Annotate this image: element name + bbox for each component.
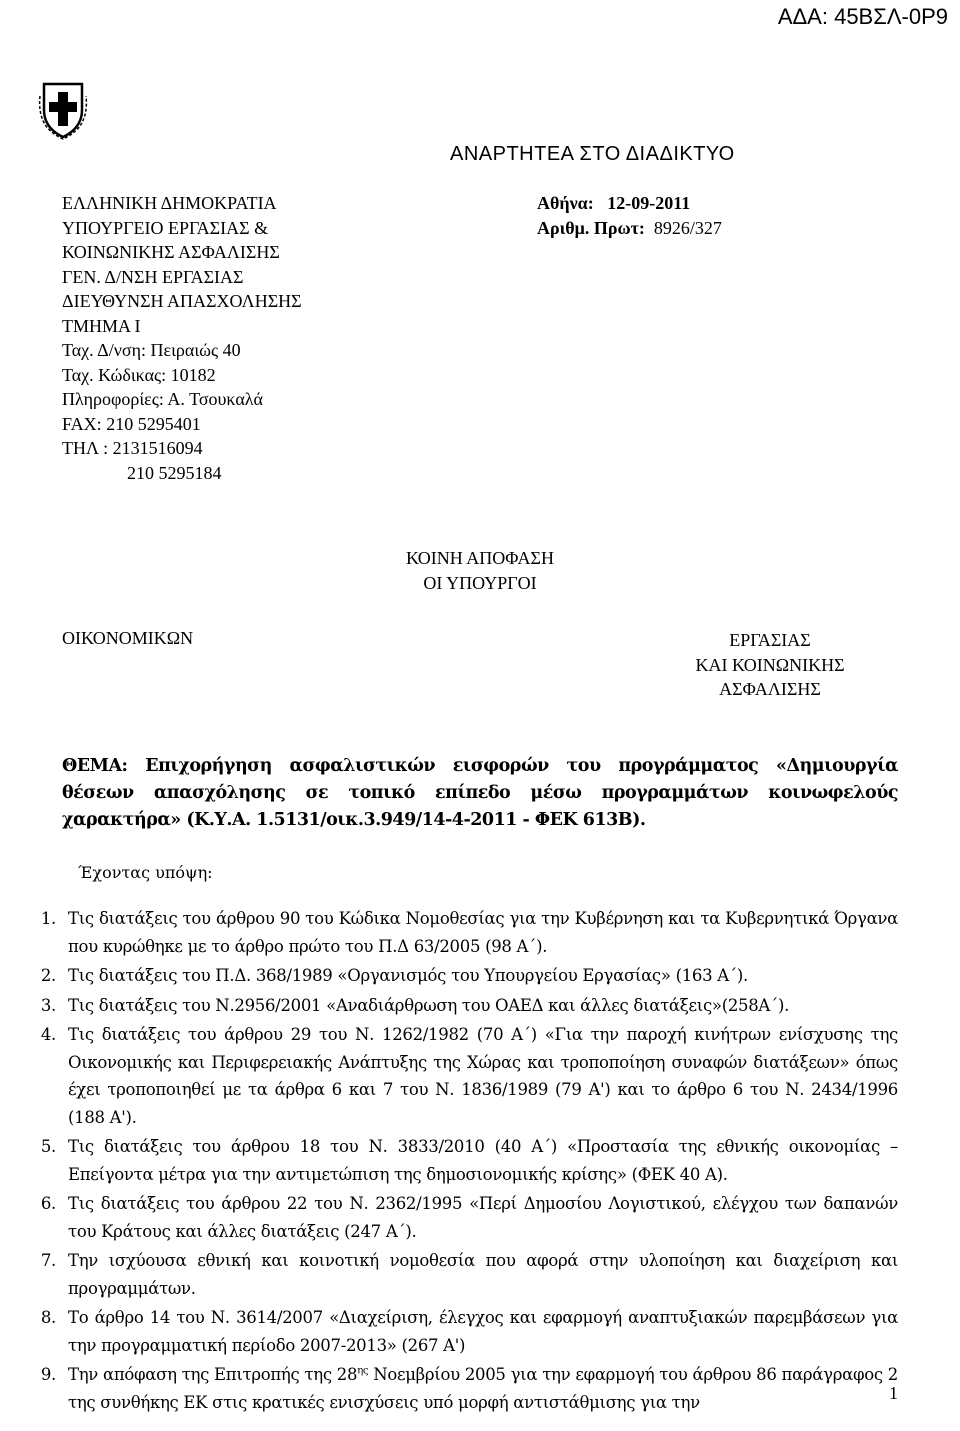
postal-code-line: Ταχ. Κώδικας: 10182	[62, 364, 216, 385]
list-item: 1. Τις διατάξεις του άρθρου 90 του Κώδικα Νομοθεσίας για την Κυβέρνηση και τα Κυβερνητικά Όργανα που κυρώθηκε με το άρθρο πρώτο του Π.Δ 63/2005 (98 Α΄).	[40, 909, 898, 956]
protocol-number-line: Αριθμ. Πρωτ: 8926/327	[537, 217, 722, 238]
ada-code: ΑΔΑ: 45ΒΣΛ-0Ρ9	[777, 4, 948, 29]
subject-label: ΘΕΜΑ:	[62, 756, 128, 776]
considering-list	[30, 905, 898, 1418]
sender-line: ΚΟΙΝΩΝΙΚΗΣ ΑΣΦΑΛΙΣΗΣ	[62, 242, 280, 262]
sender-line: ΓΕΝ. Δ/ΝΣΗ ΕΡΓΑΣΙΑΣ	[62, 266, 244, 287]
ministry-labour-line: ΚΑΙ ΚΟΙΝΩΝΙΚΗΣ	[695, 654, 845, 675]
list-item: 8. Το άρθρο 14 του Ν. 3614/2007 «Διαχείριση, έλεγχος και εφαρμογή αναπτυξιακών παρεμβάσεων για την προγραμματική περίοδο 2007-2013» (267 Α')	[40, 1308, 898, 1355]
greek-coat-of-arms-emblem	[38, 80, 88, 140]
posted-online-notice: ΑΝΑΡΤΗΤΕΑ ΣΤΟ ΔΙΑΔΙΚΤΥΟ	[450, 143, 735, 165]
ministry-labour-line: ΑΣΦΑΛΙΣΗΣ	[719, 679, 821, 699]
list-item: 4. Τις διατάξεις του άρθρου 29 του Ν. 1262/1982 (70 Α΄) «Για την παροχή κινήτρων ενίσχυσης της Οικονομικής και Περιφερειακής Ανάπτυξης της Χώρας και τροποποίηση συναφών διατάξεων» όπως έχει τροποποιηθεί με τα άρθρα 6 και 7 του Ν. 1836/1989 (79 Α') και το άρθρο 6 του Ν. 2434/1996 (188 Α').	[40, 1025, 898, 1127]
considering-heading: Έχοντας υπόψη:	[78, 863, 213, 882]
list-item: 7. Την ισχύουσα εθνική και κοινοτική νομοθεσία που αφορά στην υλοποίηση και διαχείριση και προγραμμάτων.	[40, 1251, 898, 1298]
list-item: 5. Τις διατάξεις του άρθρου 18 του Ν. 3833/2010 (40 Α΄) «Προστασία της εθνικής οικονομίας – Επείγοντα μέτρα για την αντιμετώπιση της δημοσιονομικής κρίσης» (ΦΕΚ 40 Α).	[40, 1137, 898, 1184]
fax-line: FAX: 210 5295401	[62, 413, 201, 434]
list-item: 2. Τις διατάξεις του Π.Δ. 368/1989 «Οργανισμός του Υπουργείου Εργασίας» (163 Α΄).	[40, 966, 748, 985]
ministry-labour-line: ΕΡΓΑΣΙΑΣ	[729, 630, 811, 650]
sender-block	[62, 191, 302, 485]
sender-line: ΤΜΗΜΑ Ι	[62, 315, 141, 336]
list-item: 6. Τις διατάξεις του άρθρου 22 του Ν. 2362/1995 «Περί Δημοσίου Λογιστικού, ελέγχου των δαπανών του Κράτους και άλλες διατάξεις (247 Α΄).	[40, 1194, 898, 1241]
decision-title: ΚΟΙΝΗ ΑΠΟΦΑΣΗ	[405, 548, 555, 568]
sender-line: ΔΙΕΥΘΥΝΣΗ ΑΠΑΣΧΟΛΗΣΗΣ	[62, 291, 302, 311]
date-line: Αθήνα: 12-09-2011	[537, 193, 691, 213]
ministry-labour	[660, 628, 880, 702]
ministry-finance: ΟΙΚΟΝΟΜΙΚΩΝ	[62, 628, 194, 648]
list-item: 3. Τις διατάξεις του Ν.2956/2001 «Αναδιάρθρωση του ΟΑΕΔ και άλλες διατάξεις»(258Α΄).	[40, 995, 790, 1015]
phone-line: ΤΗΛ : 2131516094	[62, 438, 203, 458]
sender-line: ΥΠΟΥΡΓΕΙΟ ΕΡΓΑΣΙΑΣ &	[62, 217, 269, 238]
list-item: 9. Την απόφαση της Επιτροπής της $28^{\eta\varsigma}$ Νοεμβρίου 2005 για την εφαρμογή του άρθρου 86 παράγραφος 2 της συνθήκης ΕΚ στις κρατικές ενισχύσεις υπό μορφή αντιστάθμισης για την	[40, 1365, 898, 1412]
address-line: Ταχ. Δ/νση: Πειραιώς 40	[62, 340, 241, 360]
info-contact-line: Πληροφορίες: Α. Τσουκαλά	[62, 389, 263, 409]
subject-paragraph	[62, 753, 898, 834]
phone-line-extra: 210 5295184	[127, 462, 222, 483]
subject-text: Επιχορήγηση ασφαλιστικών εισφορών του προγράμματος «Δημιουργία θέσεων απασχόλησης σε τοπικό επίπεδο μέσω προγραμμάτων κοινωφελούς χαρακτήρα» (Κ.Υ.Α. 1.5131/οικ.3.949/14-4-2011 - ΦΕΚ 613Β).	[62, 756, 898, 830]
sender-line: ΕΛΛΗΝΙΚΗ ΔΗΜΟΚΡΑΤΙΑ	[62, 193, 277, 213]
date-protocol-block	[537, 191, 722, 240]
decision-subtitle: ΟΙ ΥΠΟΥΡΓΟΙ	[423, 573, 537, 593]
page-number: 1	[889, 1383, 898, 1403]
